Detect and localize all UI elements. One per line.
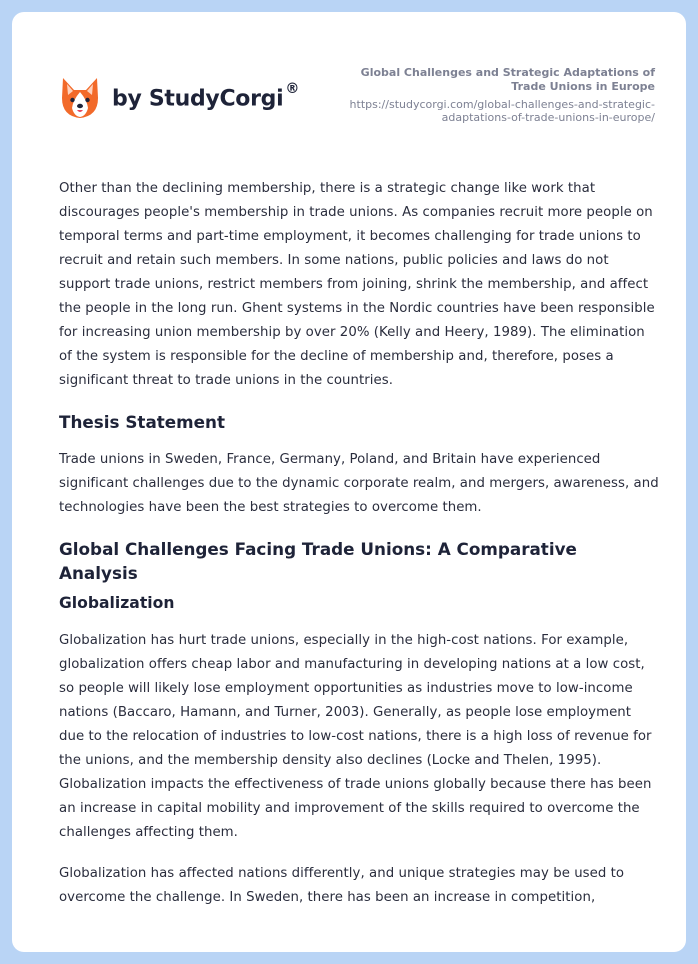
registered-mark: ® — [285, 80, 300, 97]
document-page — [12, 12, 686, 952]
paragraph: Trade unions in Sweden, France, Germany, Poland, and Britain have experienced significant challenges due to the dynamic corporate realm, and mergers, awareness, and technologies have been the best strategies to overcome them. — [59, 452, 659, 515]
corgi-icon — [60, 76, 100, 120]
document-title: Global Challenges and Strategic Adaptations of Trade Unions in Europe — [360, 66, 655, 93]
article-body — [59, 177, 659, 927]
paragraph: Other than the declining membership, there is a strategic change like work that discourages people's membership in trade unions. As companies recruit more people on temporal terms and part-time employment, it becomes challenging for trade unions to recruit and retain such members. In some nations, public policies and laws do not support trade unions, restrict members from joining, shrink the membership, and affect the people in the long run. Ghent systems in the Nordic countries have been responsible for increasing union membership by over 20% (Kelly and Heery, 1989). The elimination of the system is responsible for the decline of membership and, therefore, poses a significant threat to trade unions in the countries. — [59, 181, 655, 388]
heading-globalization: Globalization — [59, 594, 175, 612]
heading-thesis-statement: Thesis Statement — [59, 412, 226, 432]
paragraph: Globalization has affected nations differently, and unique strategies may be used to overcome the challenge. In Sweden, there has been an increase in competition, — [59, 866, 625, 905]
studycorgi-logo[interactable] — [60, 76, 299, 120]
heading-global-challenges: Global Challenges Facing Trade Unions: A Comparative Analysis — [59, 539, 577, 583]
paragraph: Globalization has hurt trade unions, especially in the high-cost nations. For example, globalization offers cheap labor and manufacturing in developing nations at a low cost, so people will likely lose employment opportunities as industries move to low-income nations (Baccaro, Hamann, and Turner, 2003). Generally, as people lose employment due to the relocation of industries to low-cost nations, there is a high loss of revenue for the unions, and the membership density also declines (Locke and Thelen, 1995). Globalization impacts the effectiveness of trade unions globally because there has been an increase in capital mobility and improvement of the skills required to overcome the challenges affecting them. — [59, 633, 652, 840]
document-url[interactable]: https://studycorgi.com/global-challenges-and-strategic-adaptations-of-trade-unions-in-europe/ — [349, 98, 655, 124]
document-meta — [325, 66, 655, 124]
brand-name: by StudyCorgi ® — [112, 80, 300, 112]
